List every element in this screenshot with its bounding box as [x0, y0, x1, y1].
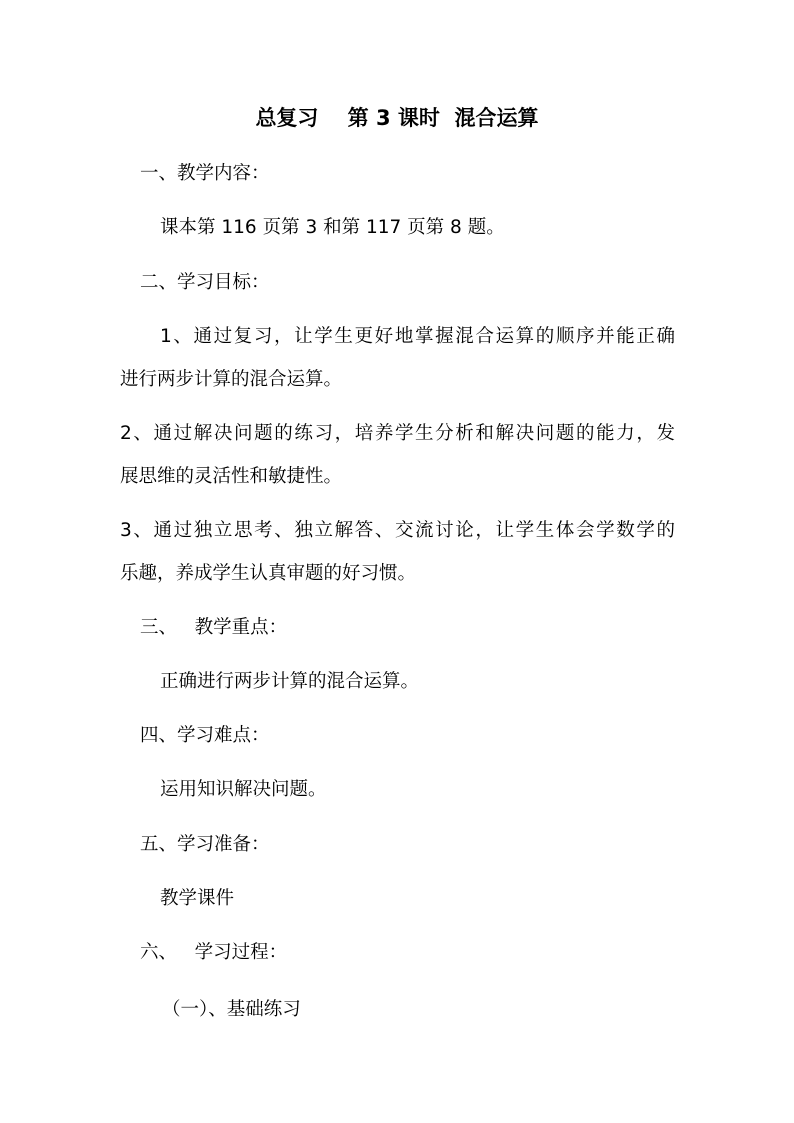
document-title: 总复习 第 3 课时 混合运算	[255, 106, 539, 130]
section-3-text: 正确进行两步计算的混合运算。	[160, 671, 420, 692]
section-1-text: 课本第 116 页第 3 和第 117 页第 8 题。	[160, 217, 505, 238]
section-4-heading: 四、学习难点：	[140, 725, 270, 746]
section-6-subheading-1: （一）、基础练习	[162, 999, 301, 1020]
goal-2-line-2: 展思维的灵活性和敏捷性。	[120, 466, 343, 487]
goal-1-line-2: 进行两步计算的混合运算。	[120, 369, 343, 390]
section-5-heading: 五、学习准备：	[140, 834, 270, 855]
section-3-heading: 三、 教学重点：	[140, 617, 288, 638]
section-1-heading: 一、教学内容：	[140, 163, 270, 184]
goal-1-line-1: 1、通过复习，让学生更好地掌握混合运算的顺序并能正确	[160, 326, 675, 347]
goal-3-line-2: 乐趣，养成学生认真审题的好习惯。	[120, 563, 417, 584]
section-6-heading: 六、 学习过程：	[140, 942, 288, 963]
section-5-text: 教学课件	[160, 888, 235, 909]
section-4-text: 运用知识解决问题。	[160, 779, 327, 800]
goal-2-line-1: 2、通过解决问题的练习，培养学生分析和解决问题的能力，发	[120, 423, 675, 444]
goal-3-line-1: 3、通过独立思考、独立解答、交流讨论，让学生体会学数学的	[120, 520, 675, 541]
section-2-heading: 二、学习目标：	[140, 272, 270, 293]
